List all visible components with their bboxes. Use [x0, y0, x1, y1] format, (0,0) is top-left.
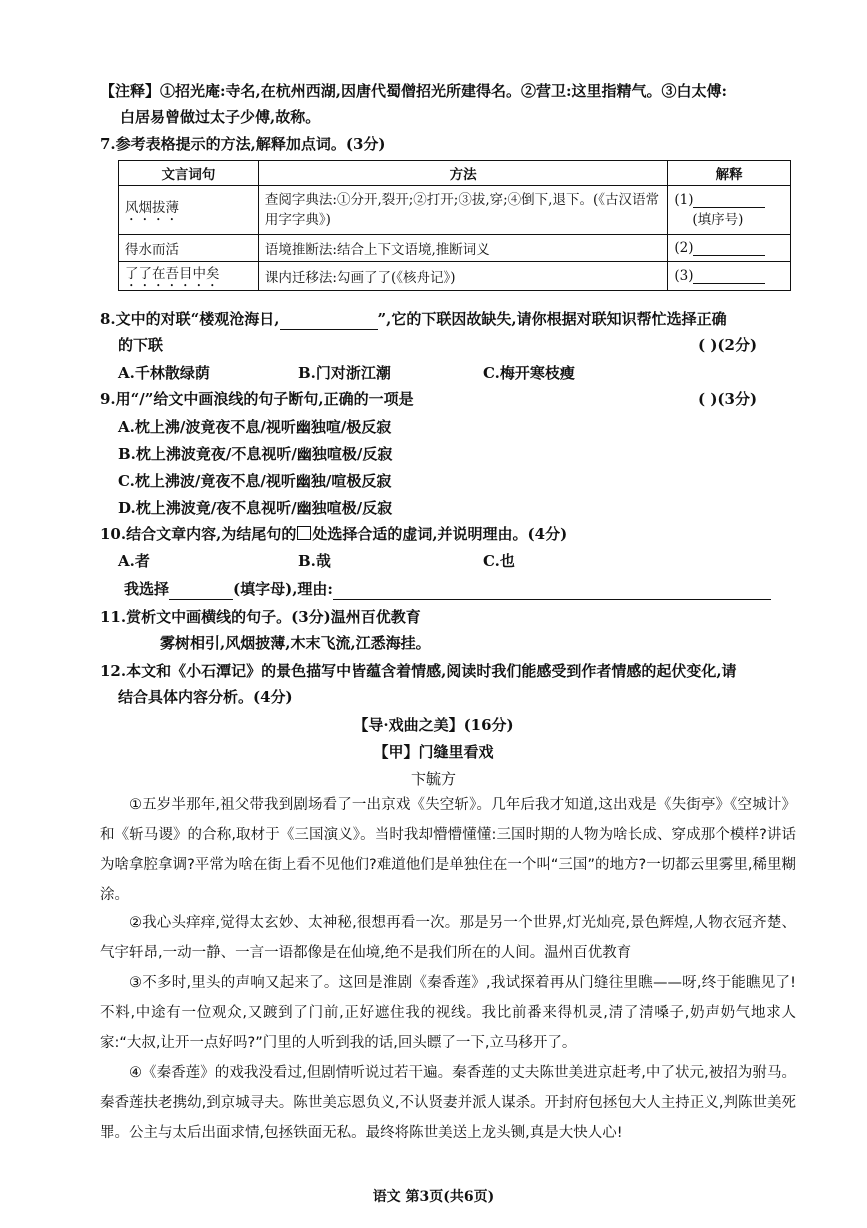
option-d[interactable]: D.枕上沸波竟/夜不息视听/幽独喧极/反寂 [118, 499, 393, 517]
choice-line [124, 578, 771, 600]
question-10-stem [100, 523, 567, 545]
section-subtitle: 【甲】门缝里看戏 [373, 743, 494, 761]
table-row [119, 186, 791, 235]
table-header: 解释 [668, 161, 791, 186]
table-cell-phrase [119, 186, 259, 235]
question-8-stem [100, 308, 727, 330]
question-12-line-1: 12.本文和《小石潭记》的景色描写中皆蕴含着情感,阅读时我们能感受到作者情感的起伏变化,请 [100, 662, 737, 680]
option-a[interactable]: A.千林散绿荫 [118, 364, 210, 382]
table-cell-answer [668, 262, 791, 291]
table-row [119, 262, 791, 291]
phrase-text: 了了在吾目中矣 [125, 266, 220, 282]
page-footer: 语文 第3页(共6页) [372, 1189, 495, 1205]
question-8-score[interactable]: ( )(2分) [698, 336, 758, 354]
option-a[interactable]: A.枕上沸/波竟夜不息/视听幽独喧/极反寂 [118, 418, 392, 436]
paragraph-4: ④《秦香莲》的戏我没看过,但剧情听说过若干遍。秦香莲的丈夫陈世美进京赶考,中了状元,被招为驸马。秦香莲扶老携幼,到京城寻夫。陈世美忘恩负义,不认贤妻并派人谋杀。开封府包拯包大人主持正义,判陈世美死罪。公主与太后出面求情,包拯铁面无私。最终将陈世美送上龙头铡,真是大快人心! [100, 1065, 796, 1141]
answer-hint: (填序号) [692, 212, 744, 228]
table-row [119, 235, 791, 262]
option-b[interactable]: B.枕上沸波竟夜/不息视听/幽独喧极/反寂 [118, 445, 393, 463]
table-header-row [119, 161, 791, 186]
answer-blank[interactable] [693, 255, 765, 256]
paragraph-3: ③不多时,里头的声响又起来了。这回是淮剧《秦香莲》,我试探着再从门缝往里瞧——呀,终于能瞧见了!不料,中途有一位观众,又踱到了门前,正好遮住我的视线。我比前番来得机灵,清了清嗓子,奶声奶气地求人家:“大叔,让开一点好吗?”门里的人听到我的话,回头瞟了一下,立马移开了。 [100, 975, 796, 1051]
annotation-line-1: 【注释】①招光庵:寺名,在杭州西湖,因唐代蜀僧招光所建得名。②营卫:这里指精气。③白太傅: [100, 82, 728, 100]
table-cell-answer [668, 235, 791, 262]
choice-blank[interactable] [169, 581, 233, 600]
section-title: 【导·戏曲之美】(16分) [353, 716, 514, 734]
reason-label: (填字母),理由: [233, 580, 333, 598]
option-b[interactable]: B.门对浙江潮 [298, 364, 391, 382]
table-cell-phrase [119, 235, 259, 262]
table-cell-method: 查阅字典法:①分开,裂开;②打开;③拔,穿;④倒下,退下。(《古汉语常用字字典》) [258, 186, 667, 235]
option-b[interactable]: B.哉 [298, 552, 331, 570]
phrase-text: 得水而活 [125, 242, 179, 258]
question-12-line-2: 结合具体内容分析。(4分) [118, 688, 293, 706]
table-cell-answer [668, 186, 791, 235]
reason-blank[interactable] [333, 581, 771, 600]
table-cell-method: 语境推断法:结合上下文语境,推断词义 [258, 235, 667, 262]
option-c[interactable]: C.也 [483, 552, 515, 570]
question-8-stem-end: 的下联 [118, 336, 164, 354]
option-c[interactable]: C.枕上沸波/竟夜不息/视听幽独/喧极反寂 [118, 472, 392, 490]
question-8-text-b: ”,它的下联因故缺失,请你根据对联知识帮忙选择正确 [377, 310, 727, 328]
question-11-quote: 雾树相引,风烟披薄,木末飞流,江悉海挂。 [160, 634, 431, 652]
table-cell-method: 课内迁移法:勾画了了(《核舟记》) [258, 262, 667, 291]
table-header: 方法 [258, 161, 667, 186]
annotation-line-2: 白居易曾做过太子少傅,故称。 [120, 108, 321, 126]
answer-number: (3) [674, 268, 694, 284]
table-header: 文言词句 [119, 161, 259, 186]
question-8-text-a: 8.文中的对联“楼观沧海日, [100, 310, 280, 328]
table-cell-phrase [119, 262, 259, 291]
question-10-text-b: 处选择合适的虚词,并说明理由。(4分) [312, 525, 568, 543]
answer-number: (1) [674, 192, 694, 208]
paragraph-1: ①五岁半那年,祖父带我到剧场看了一出京戏《失空斩》。几年后我才知道,这出戏是《失街亭》《空城计》和《斩马谡》的合称,取材于《三国演义》。当时我却懵懵懂懂:三国时期的人物为啥长成、穿成那个模样?讲话为啥拿腔拿调?平常为啥在街上看不见他们?难道他们是单独住在一个叫“三国”的地方?一切都云里雾里,稀里糊涂。 [100, 797, 796, 903]
question-9-stem: 9.用“/”给文中画浪线的句子断句,正确的一项是 [100, 390, 414, 408]
author-name: 卞毓方 [410, 770, 456, 788]
answer-blank[interactable] [693, 283, 765, 284]
blank-box-icon [297, 526, 311, 540]
option-c[interactable]: C.梅开寒枝瘦 [483, 364, 575, 382]
option-a[interactable]: A.者 [118, 552, 150, 570]
question-11-stem: 11.赏析文中画横线的句子。(3分)温州百优教育 [100, 608, 421, 626]
couplet-blank[interactable] [280, 311, 378, 330]
question-10-text-a: 10.结合文章内容,为结尾句的 [100, 525, 297, 543]
question-9-score[interactable]: ( )(3分) [698, 390, 758, 408]
reference-table [118, 160, 791, 291]
answer-number: (2) [674, 240, 694, 256]
paragraph-2: ②我心头痒痒,觉得太玄妙、太神秘,很想再看一次。那是另一个世界,灯光灿亮,景色辉煌,人物衣冠齐楚、气宇轩昂,一动一静、一言一语都像是在仙境,绝不是我们所在的人间。温州百优教育 [100, 915, 796, 961]
phrase-text: 风烟拔薄 [125, 200, 179, 216]
question-7-stem: 7.参考表格提示的方法,解释加点词。(3分) [100, 135, 386, 153]
choice-label: 我选择 [124, 580, 170, 598]
